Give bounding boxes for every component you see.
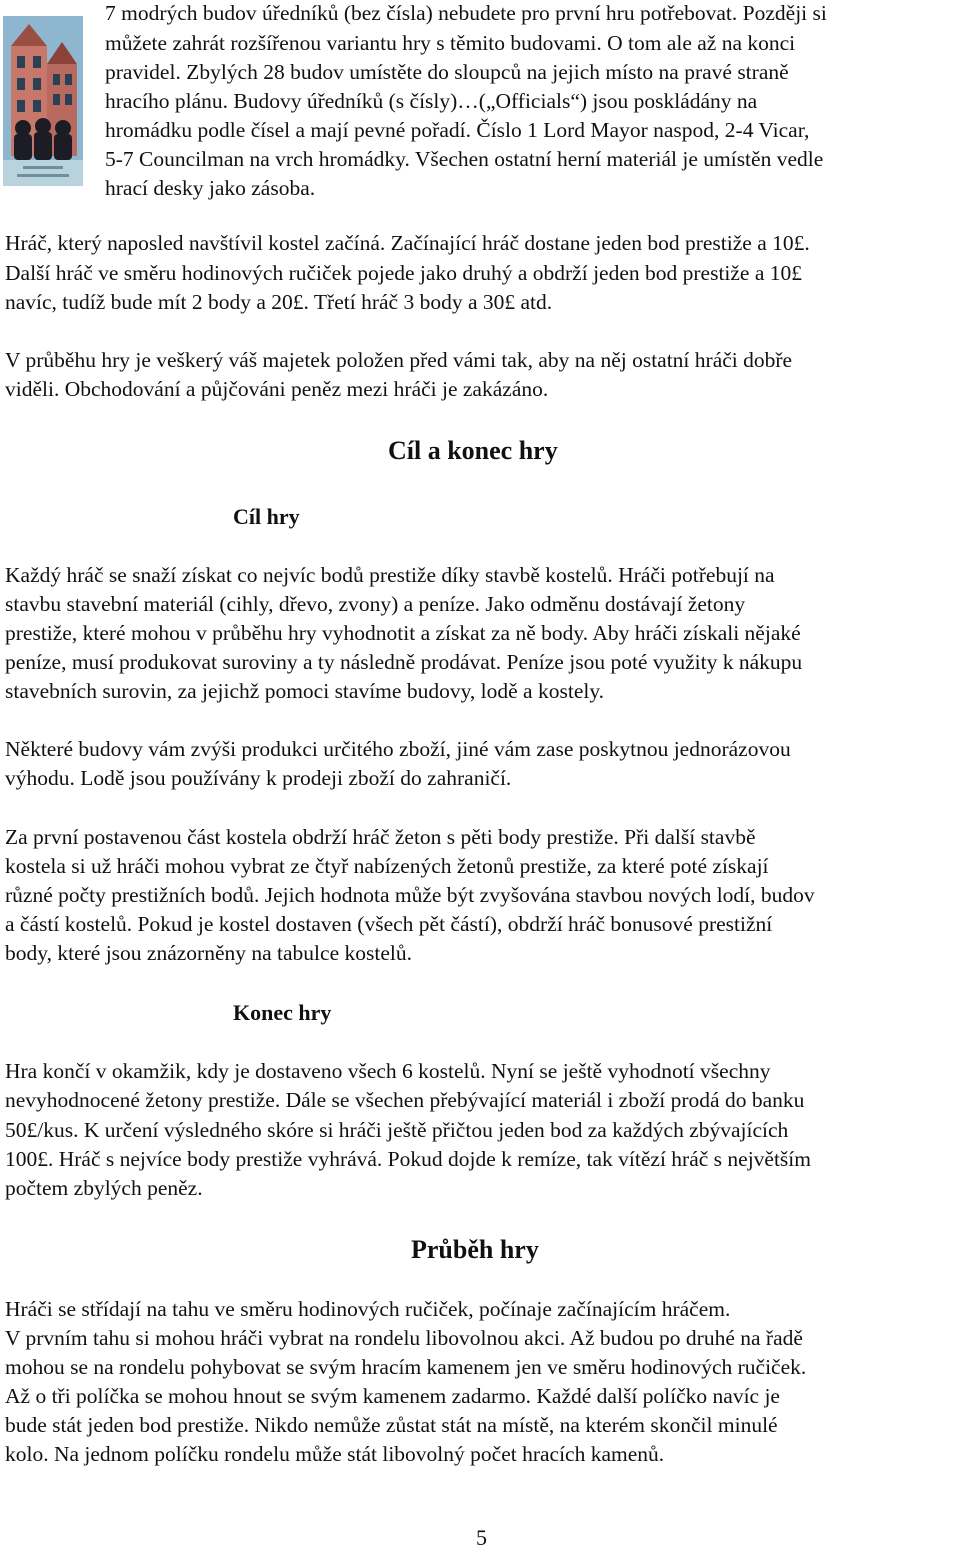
- course-line: V prvním tahu si mohou hráči vybrat na rondelu libovolnou akci. Až budou po druhé na řadě: [5, 1326, 803, 1350]
- church-line: Za první postavenou část kostela obdrží hráč žeton s pěti body prestiže. Při další stavbě: [5, 825, 756, 849]
- goal-line: stavebních surovin, za jejichž pomoci stavíme budovy, lodě a kostely.: [5, 679, 605, 703]
- building-cover-image: [3, 16, 83, 186]
- start-line: Další hráč ve směru hodinových ručiček pojede jako druhý a obdrží jeden bod prestiže a 10£: [5, 261, 803, 285]
- end-line: počtem zbylých peněz.: [5, 1176, 203, 1200]
- buildings-line: výhodu. Lodě jsou používány k prodeji zboží do zahraničí.: [5, 766, 512, 790]
- start-line: navíc, tudíž bude mít 2 body a 20£. Třetí hráč 3 body a 30£ atd.: [5, 290, 553, 314]
- church-line: body, které jsou znázorněny na tabulce kostelů.: [5, 941, 412, 965]
- intro-line: můžete zahrát rozšířenou variantu hry s těmito budovami. O tom ale až na konci: [105, 31, 796, 55]
- goal-line: stavbu stavební materiál (cihly, dřevo, zvony) a peníze. Jako odměnu dostávají žetony: [5, 592, 746, 616]
- property-line: V průběhu hry je veškerý váš majetek položen před vámi tak, aby na něj ostatní hráči dobře: [5, 348, 793, 372]
- buildings-line: Některé budovy vám zvýši produkci určitého zboží, jiné vám zase poskytnou jednorázovou: [5, 737, 791, 761]
- end-line: 100£. Hráč s nejvíce body prestiže vyhrává. Pokud dojde k remíze, tak vítězí hráč s největším: [5, 1147, 811, 1171]
- course-line: Až o tři políčka se mohou hnout se svým kamenem zadarmo. Každé další políčko navíc je: [5, 1384, 780, 1408]
- church-line: různé počty prestižních bodů. Jejich hodnota může být zvyšována stavbou nových lodí, budov: [5, 883, 815, 907]
- course-line: mohou se na rondelu pohybovat se svým hracím kamenem jen ve směru hodinových ručiček.: [5, 1355, 807, 1379]
- church-line: a částí kostelů. Pokud je kostel dostaven (všech pět částí), obdrží hráč bonusové prestižní: [5, 912, 773, 936]
- start-line: Hráč, který naposled navštívil kostel začíná. Začínající hráč dostane jeden bod prestiže a 10£.: [5, 231, 810, 255]
- end-line: nevyhodnocené žetony prestiže. Dále se všechen přebývající materiál i zboží prodá do banku: [5, 1088, 805, 1112]
- property-line: viděli. Obchodování a půjčováni peněz mezi hráči je zakázáno.: [5, 377, 549, 401]
- intro-line: hromádku podle čísel a mají pevné pořadí. Číslo 1 Lord Mayor naspod, 2-4 Vicar,: [105, 118, 810, 142]
- end-line: Hra končí v okamžik, kdy je dostaveno všech 6 kostelů. Nyní se ještě vyhodnotí všechny: [5, 1059, 771, 1083]
- intro-line: hracího plánu. Budovy úředníků (s čísly)…(„Officials“) jsou poskládány na: [105, 89, 758, 113]
- subsection-heading: Cíl hry: [233, 504, 300, 529]
- building-illustration: [3, 16, 83, 186]
- goal-line: Každý hráč se snaží získat co nejvíc bodů prestiže díky stavbě kostelů. Hráči potřebují na: [5, 563, 775, 587]
- goal-line: prestiže, které mohou v průběhu hry vyhodnotit a získat za ně body. Aby hráči získali nějaké: [5, 621, 801, 645]
- intro-line: hrací desky jako zásoba.: [105, 176, 316, 200]
- goal-line: peníze, musí produkovat suroviny a ty následně prodávat. Peníze jsou poté využity k nákupu: [5, 650, 803, 674]
- intro-line: pravidel. Zbylých 28 budov umístěte do sloupců na jejich místo na pravé straně: [105, 60, 789, 84]
- intro-line: 5-7 Councilman na vrch hromádky. Všechen ostatní herní materiál je umístěn vedle: [105, 147, 824, 171]
- section-heading: Průběh hry: [411, 1235, 539, 1264]
- section-heading: Cíl a konec hry: [388, 436, 558, 465]
- church-line: kostela si už hráči mohou vybrat ze čtyř nabízených žetonů prestiže, za které poté získají: [5, 854, 769, 878]
- course-line: Hráči se střídají na tahu ve směru hodinových ručiček, počínaje začínajícím hráčem.: [5, 1297, 731, 1321]
- course-line: kolo. Na jednom políčku rondelu může stát libovolný počet hracích kamenů.: [5, 1442, 665, 1466]
- subsection-heading: Konec hry: [233, 1000, 332, 1025]
- course-line: bude stát jeden bod prestiže. Nikdo nemůže zůstat stát na místě, na kterém skončil minulé: [5, 1413, 778, 1437]
- page-number: 5: [476, 1525, 487, 1550]
- end-line: 50£/kus. K určení výsledného skóre si hráči ještě přičtou jeden bod za každých zbývajících: [5, 1118, 789, 1142]
- intro-line: 7 modrých budov úředníků (bez čísla) nebudete pro první hru potřebovat. Později si: [105, 1, 827, 25]
